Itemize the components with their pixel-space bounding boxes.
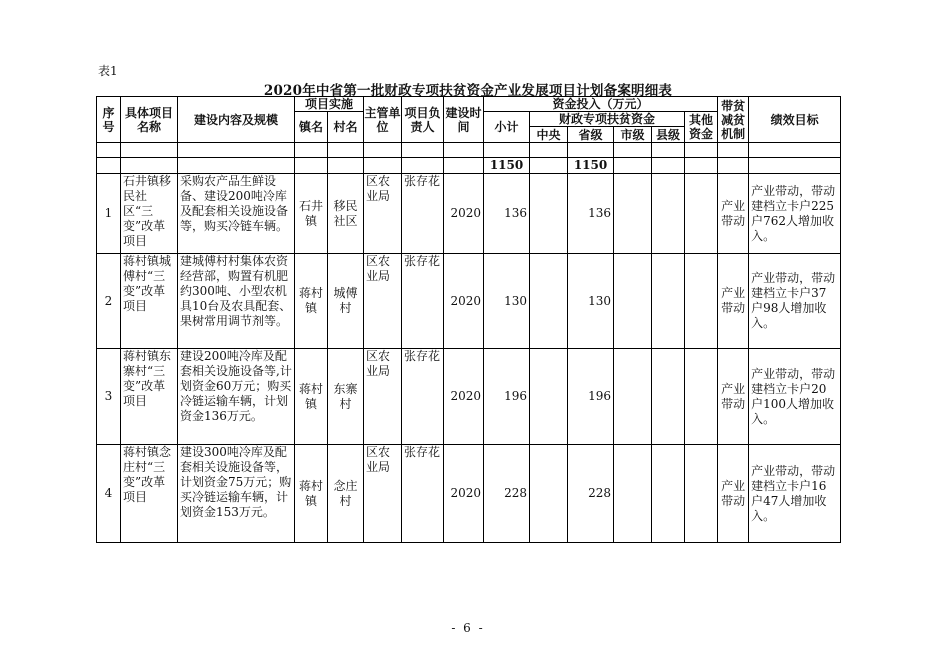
row-leader: 张存花: [402, 349, 444, 445]
table-row: [97, 254, 841, 349]
total-province: 1150: [568, 158, 614, 174]
row-dept: 区农业局: [364, 349, 402, 445]
row-seq: 3: [97, 349, 121, 445]
row-project-name: 蒋村镇东寨村“三变”改革项目: [121, 349, 178, 445]
row-province: 136: [568, 174, 614, 254]
row-province: 228: [568, 445, 614, 543]
row-dept: 区农业局: [364, 254, 402, 349]
table-row: [97, 174, 841, 254]
header-subtotal: 小计: [484, 112, 530, 143]
row-content: 建城傅村村集体农资经营部，购置有机肥约300吨、小型农机具10台及农具配套、果树常用调节剂等。: [178, 254, 295, 349]
table-row-blank: [97, 143, 841, 158]
row-town: 石井镇: [295, 174, 328, 254]
row-goal: 产业带动，带动建档立卡户37户98人增加收入。: [749, 254, 841, 349]
header-central: 中央: [530, 127, 568, 143]
row-province: 196: [568, 349, 614, 445]
row-year: 2020: [444, 349, 484, 445]
row-goal: 产业带动，带动建档立卡户20户100人增加收入。: [749, 349, 841, 445]
table-row-totals: [97, 158, 841, 174]
row-dept: 区农业局: [364, 174, 402, 254]
row-seq: 4: [97, 445, 121, 543]
row-dept: 区农业局: [364, 445, 402, 543]
row-year: 2020: [444, 445, 484, 543]
header-leader: 项目负责人: [402, 97, 444, 143]
row-content: 采购农产品生鲜设备、建设200吨冷库及配套相关设施设备等，购买冷链车辆。: [178, 174, 295, 254]
table-row: [97, 445, 841, 543]
table-row: [97, 349, 841, 445]
table-label: 表1: [98, 64, 118, 78]
row-subtotal: 228: [484, 445, 530, 543]
page-number: - 6 -: [451, 621, 485, 635]
row-project-name: 石井镇移民社区“三变”改革项目: [121, 174, 178, 254]
header-town: 镇名: [295, 112, 328, 143]
row-seq: 1: [97, 174, 121, 254]
row-subtotal: 196: [484, 349, 530, 445]
row-leader: 张存花: [402, 445, 444, 543]
header-other: 其他资金: [685, 112, 718, 143]
row-year: 2020: [444, 174, 484, 254]
header-village: 村名: [328, 112, 364, 143]
header-dept: 主管单位: [364, 97, 402, 143]
row-village: 东寨村: [328, 349, 364, 445]
row-mechanism: 产业带动: [718, 349, 749, 445]
row-leader: 张存花: [402, 174, 444, 254]
header-year: 建设时间: [444, 97, 484, 143]
row-village: 念庄村: [328, 445, 364, 543]
row-province: 130: [568, 254, 614, 349]
header-special-group: 财政专项扶贫资金: [530, 112, 685, 127]
row-subtotal: 136: [484, 174, 530, 254]
page-title: 2020年中省第一批财政专项扶贫资金产业发展项目计划备案明细表: [263, 83, 673, 99]
row-subtotal: 130: [484, 254, 530, 349]
row-mechanism: 产业带动: [718, 445, 749, 543]
row-leader: 张存花: [402, 254, 444, 349]
header-goal: 绩效目标: [749, 97, 841, 143]
row-goal: 产业带动，带动建档立卡户16户47人增加收入。: [749, 445, 841, 543]
row-town: 蒋村镇: [295, 445, 328, 543]
row-project-name: 蒋村镇念庄村“三变”改革项目: [121, 445, 178, 543]
row-content: 建设300吨冷库及配套相关设施设备等，计划资金75万元；购买冷链运输车辆，计划资金153万元。: [178, 445, 295, 543]
header-funds-group: 资金投入（万元）: [484, 97, 718, 112]
header-province: 省级: [568, 127, 614, 143]
header-county: 县级: [652, 127, 685, 143]
header-city: 市级: [614, 127, 652, 143]
row-content: 建设200吨冷库及配套相关设施设备等,计划资金60万元；购买冷链运输车辆，计划资金136万元。: [178, 349, 295, 445]
header-mechanism: 带贫减贫机制: [718, 97, 749, 143]
row-village: 城傅村: [328, 254, 364, 349]
row-town: 蒋村镇: [295, 254, 328, 349]
row-project-name: 蒋村镇城傅村“三变”改革项目: [121, 254, 178, 349]
row-town: 蒋村镇: [295, 349, 328, 445]
header-seq: 序号: [97, 97, 121, 143]
row-village: 移民社区: [328, 174, 364, 254]
header-location-group: 项目实施: [295, 97, 364, 112]
row-mechanism: 产业带动: [718, 174, 749, 254]
row-year: 2020: [444, 254, 484, 349]
header-project-name: 具体项目名称: [121, 97, 178, 143]
row-seq: 2: [97, 254, 121, 349]
total-subtotal: 1150: [484, 158, 530, 174]
header-content: 建设内容及规模: [178, 97, 295, 143]
row-mechanism: 产业带动: [718, 254, 749, 349]
project-table: [96, 96, 841, 543]
row-goal: 产业带动，带动建档立卡户225户762人增加收入。: [749, 174, 841, 254]
